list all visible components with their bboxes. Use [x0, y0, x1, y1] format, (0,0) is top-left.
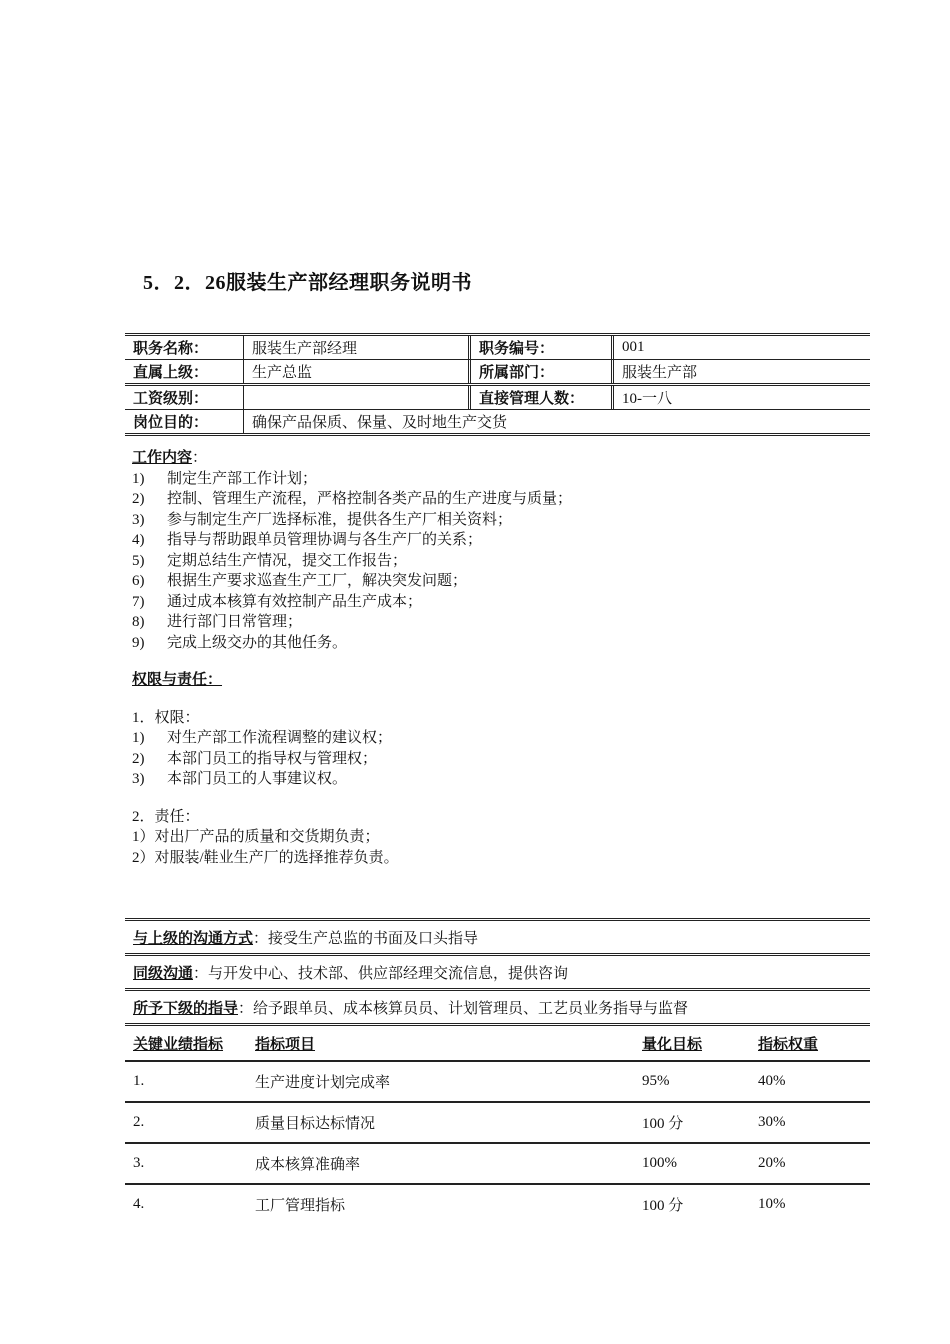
comm-down-text: ：给予跟单员、成本核算员员、计划管理员、工艺员业务指导与监督 — [238, 1000, 689, 1017]
duty-title: 2．责任： — [132, 808, 200, 825]
reports-value: 10-一八 — [611, 386, 870, 409]
dept-label: 所属部门： — [468, 360, 611, 383]
info-row-grade — [125, 386, 870, 410]
list-item: 4) 指导与帮助跟单员管理协调与各生产厂的关系； — [132, 532, 483, 548]
purpose-value: 确保产品保质、保量、及时地生产交货 — [243, 410, 870, 433]
table-row: 3. 成本核算准确率 100% 20% — [125, 1144, 870, 1185]
list-item: 1) 制定生产部工作计划； — [132, 470, 318, 487]
job-name-value: 服装生产部经理 — [243, 336, 468, 359]
comm-peer-text: ：与开发中心、技术部、供应部经理交流信息，提供咨询 — [193, 965, 569, 982]
comm-row-subordinate — [125, 988, 870, 1023]
list-item: 8) 进行部门日常管理； — [132, 614, 303, 630]
list-item: 1）对出厂产品的质量和交货期负责； — [132, 829, 380, 845]
job-info-table — [125, 333, 870, 436]
comm-row-peer — [125, 953, 870, 988]
info-row-purpose — [125, 410, 870, 436]
table-row: 2. 质量目标达标情况 100 分 30% — [125, 1103, 870, 1144]
kpi-header-target: 量化目标 — [642, 1036, 703, 1053]
job-no-value: 001 — [611, 336, 870, 359]
authority-section — [132, 670, 399, 868]
work-heading-colon: ： — [192, 450, 208, 466]
list-item: 2）对服装/鞋业生产厂的选择推荐负责。 — [132, 849, 399, 866]
comm-up-label: 与上级的沟通方式 — [133, 930, 254, 947]
superior-label: 直属上级： — [133, 365, 209, 381]
table-row: 1. 生产进度计划完成率 95% 40% — [125, 1062, 870, 1103]
superior-value: 生产总监 — [243, 360, 468, 383]
comm-peer-label: 同级沟通 — [133, 965, 194, 982]
reports-label: 直接管理人数： — [468, 386, 611, 409]
authority-heading: 权限与责任： — [132, 672, 223, 688]
info-row-superior — [125, 360, 870, 386]
table-row: 4. 工厂管理指标 100 分 10% — [133, 1196, 786, 1214]
list-item: 3) 参与制定生产厂选择标准，提供各生产厂相关资料； — [132, 511, 513, 528]
dept-value: 服装生产部 — [611, 360, 870, 383]
list-item: 6) 根据生产要求巡查生产工厂，解决突发问题； — [132, 573, 468, 589]
purpose-label: 岗位目的： — [133, 415, 209, 431]
work-content-section — [132, 448, 572, 653]
rights-title: 1．权限： — [132, 709, 200, 726]
list-item: 5) 定期总结生产情况，提交工作报告； — [132, 552, 408, 569]
comm-up-text: ：接受生产总监的书面及口头指导 — [253, 930, 479, 947]
kpi-table — [125, 1023, 870, 1224]
info-row-name — [125, 333, 870, 360]
job-name-label: 职务名称： — [133, 341, 209, 357]
job-no-label: 职务编号： — [468, 336, 611, 359]
comm-down-label: 所予下级的指导 — [133, 1000, 239, 1017]
comm-row-superior — [125, 918, 870, 953]
kpi-header-indicator: 关键业绩指标 — [133, 1036, 224, 1053]
work-heading: 工作内容 — [132, 450, 193, 466]
list-item: 9) 完成上级交办的其他任务。 — [132, 634, 348, 651]
kpi-header-item: 指标项目 — [255, 1036, 316, 1053]
kpi-header-row — [125, 1023, 870, 1062]
communication-table — [125, 918, 870, 1023]
kpi-header-weight: 指标权重 — [758, 1036, 819, 1053]
list-item: 2) 本部门员工的指导权与管理权； — [132, 750, 378, 767]
list-item: 3) 本部门员工的人事建议权。 — [132, 771, 348, 787]
list-item: 2) 控制、管理生产流程，严格控制各类产品的生产进度与质量； — [132, 491, 573, 507]
list-item: 7) 通过成本核算有效控制产品生产成本； — [132, 593, 423, 610]
grade-value — [243, 386, 468, 409]
page-title: 5．2．26服装生产部经理职务说明书 — [143, 272, 472, 294]
list-item: 1) 对生产部工作流程调整的建议权； — [132, 730, 393, 746]
grade-label: 工资级别： — [133, 391, 209, 407]
